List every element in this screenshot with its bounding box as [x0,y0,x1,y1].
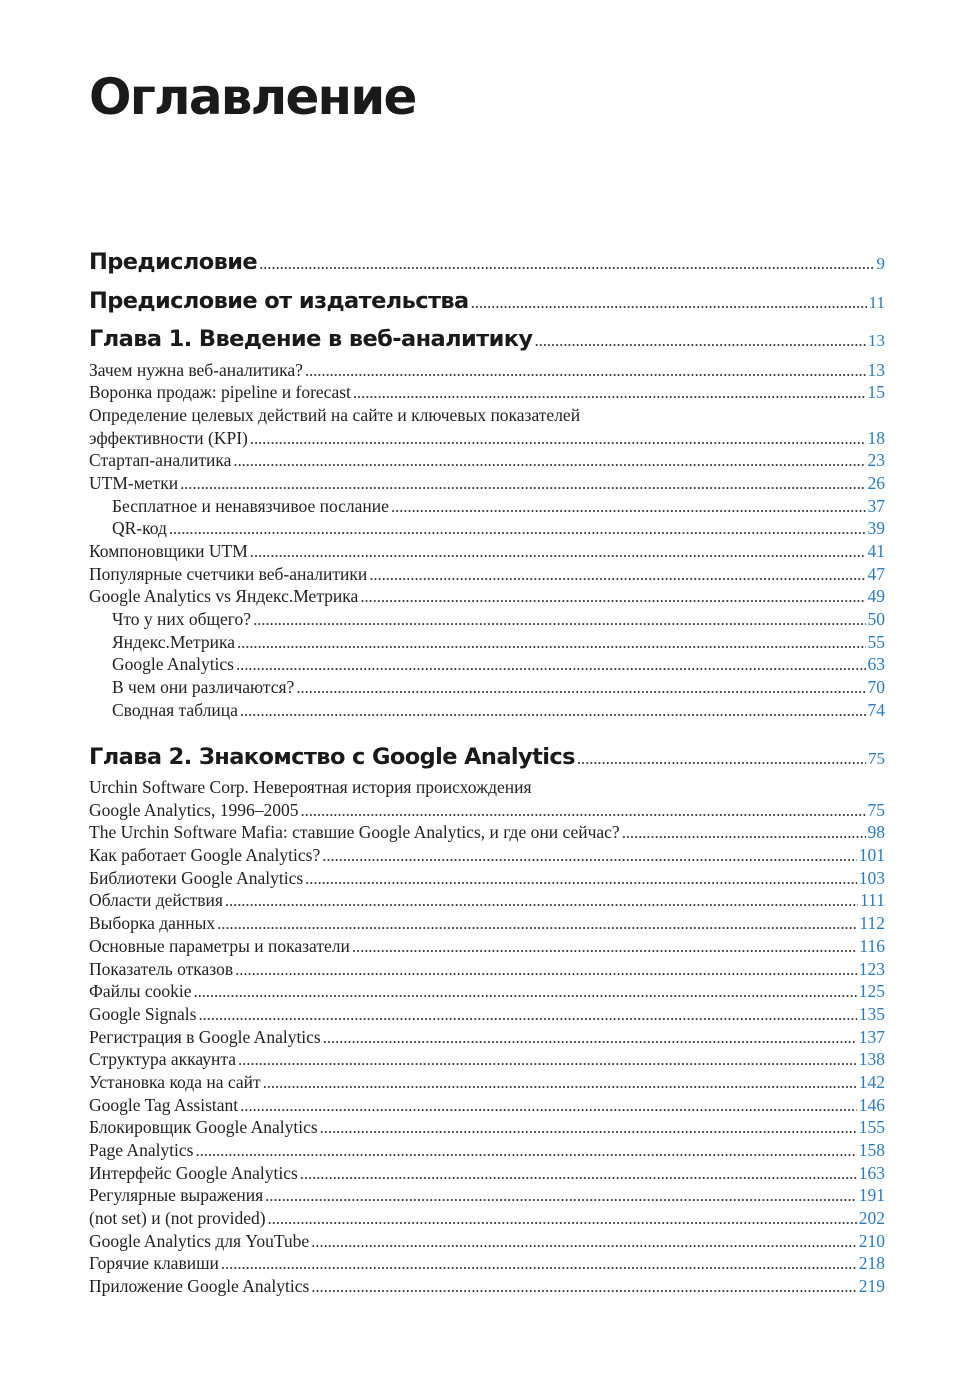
dot-leader [193,981,856,1004]
dot-leader [236,654,866,677]
toc-page-number[interactable]: 219 [858,1276,885,1297]
toc-entry-label: Google Signals [89,1003,197,1024]
dot-leader [240,1095,857,1118]
dot-leader [225,890,858,913]
dot-leader [360,586,865,609]
toc-entry-label: Сводная таблица [112,699,238,720]
toc-entry[interactable] [89,1275,885,1298]
toc-page-number[interactable]: 70 [867,677,885,698]
toc-entry[interactable] [89,980,885,1003]
toc-heading-label: Глава 1. Введение в веб-аналитику [89,326,533,352]
dot-leader [301,800,866,823]
toc-subentry[interactable] [89,653,885,676]
toc-entry-label: Структура аккаунта [89,1049,237,1070]
toc-subentry[interactable] [89,608,885,631]
toc-entry[interactable] [89,958,885,981]
dot-leader [323,1027,857,1050]
toc-entry[interactable] [89,889,885,912]
dot-leader [577,749,866,769]
dot-leader [471,293,867,313]
dot-leader [263,1072,857,1095]
toc-entry-label: Установка кода на сайт [89,1071,261,1092]
toc-entry-label: Google Analytics для YouTube [89,1230,310,1251]
dot-leader [238,1049,857,1072]
toc-heading-chapter-2[interactable] [89,738,885,777]
dot-leader [237,632,866,655]
toc-page-number[interactable]: 158 [858,1140,885,1160]
toc-page-number[interactable]: 13 [868,331,885,350]
dot-leader [221,1253,857,1276]
toc-entry-label: Регулярные выражения [89,1185,264,1206]
dot-leader [300,1163,857,1186]
toc-entry[interactable] [89,867,885,890]
toc-page-number[interactable]: 112 [859,913,885,934]
toc-page-number[interactable]: 9 [876,254,885,273]
toc-page-number[interactable]: 50 [867,609,885,630]
table-of-contents [89,243,885,1298]
toc-entry-label: Показатель отказов [89,958,234,979]
toc-page-number[interactable]: 138 [858,1049,885,1070]
toc-entry[interactable] [89,1207,885,1230]
toc-entry[interactable] [89,563,885,586]
toc-page-number[interactable]: 47 [867,563,885,584]
toc-page-number[interactable]: 101 [858,845,885,866]
toc-entry-label: Библиотеки Google Analytics [89,867,304,888]
toc-page-number[interactable]: 155 [858,1117,885,1138]
toc-entry-label: Google Analytics, 1996–2005 [89,799,299,820]
toc-page-number[interactable]: 123 [858,958,885,979]
dot-leader [250,428,866,451]
toc-subentry[interactable] [89,495,885,518]
dot-leader [265,1185,857,1208]
toc-entry[interactable] [89,540,885,563]
toc-entry-label: QR-код [112,518,167,539]
toc-entry-label: Приложение Google Analytics [89,1276,310,1297]
toc-entry[interactable] [89,1026,885,1049]
toc-entry-label: Как работает Google Analytics? [89,845,321,866]
toc-entry[interactable] [89,1230,885,1253]
toc-heading-chapter-1[interactable] [89,320,885,359]
toc-entry[interactable] [89,1116,885,1139]
toc-page-number[interactable]: 63 [867,654,885,675]
toc-entry[interactable] [89,449,885,472]
toc-page-number[interactable]: 116 [859,935,885,956]
toc-entry-label: Google Tag Assistant [89,1094,239,1115]
toc-heading-label: Глава 2. Знакомство с Google Analytics [89,743,575,770]
toc-page-number[interactable]: 37 [867,495,885,516]
toc-entry[interactable] [89,1071,885,1094]
dot-leader [353,382,866,405]
toc-entry-label: Что у них общего? [112,609,252,630]
toc-entry-label: Области действия [89,890,223,911]
toc-entry[interactable] [89,427,885,450]
dot-leader [240,700,866,723]
toc-entry[interactable] [89,799,885,822]
toc-page-number[interactable]: 142 [858,1071,885,1092]
toc-entry-label: UTM-метки [89,472,179,493]
dot-leader [622,822,866,845]
toc-entry-label: Регистрация в Google Analytics [89,1026,321,1047]
toc-page-number[interactable]: 210 [858,1230,885,1251]
toc-entry[interactable] [89,1162,885,1185]
toc-page-number[interactable]: 146 [858,1094,885,1115]
toc-entry[interactable] [89,1252,885,1275]
dot-leader [217,913,857,936]
toc-entry[interactable] [89,935,885,958]
dot-leader [535,331,867,351]
toc-page-number[interactable]: 11 [868,292,885,312]
toc-page-number[interactable]: 75 [867,799,885,820]
dot-leader [311,1276,856,1299]
dot-leader [233,450,865,473]
toc-entry[interactable] [89,821,885,844]
dot-leader [369,564,865,587]
toc-heading-label: Предисловие [89,249,258,275]
toc-entry-label: Стартап-аналитика [89,450,232,471]
toc-page-number[interactable]: 191 [858,1185,885,1206]
toc-entry[interactable] [89,1048,885,1071]
toc-entry-label: Компоновщики UTM [89,541,248,561]
toc-page-number[interactable]: 23 [867,450,885,471]
toc-entry-label: Бесплатное и ненавязчивое послание [112,495,389,516]
toc-entry-label: Интерфейс Google Analytics [89,1162,298,1183]
toc-entry-label: Page Analytics [89,1140,194,1160]
toc-entry-label: Зачем нужна веб-аналитика? [89,359,303,380]
toc-entry[interactable] [89,912,885,935]
toc-subentry[interactable] [89,676,885,699]
toc-entry-label: Популярные счетчики веб-аналитики [89,563,368,584]
toc-entry-label: Блокировщик Google Analytics [89,1117,318,1138]
dot-leader [250,541,866,564]
dot-leader [259,254,874,274]
toc-page-number[interactable]: 55 [867,631,885,652]
dot-leader [268,1208,857,1231]
toc-entry[interactable] [89,1094,885,1117]
dot-leader [198,1004,856,1027]
toc-subentry[interactable] [89,631,885,654]
dot-leader [253,609,865,632]
dot-leader [305,868,857,891]
toc-entry-label-line1: Urchin Software Corp. Невероятная история происхождения [89,777,532,797]
toc-page-number[interactable]: 74 [867,699,885,720]
dot-leader [305,360,866,383]
toc-page-number[interactable]: 75 [868,748,885,768]
toc-page-number[interactable]: 163 [858,1162,885,1183]
dot-leader [169,518,866,541]
dot-leader [180,473,865,496]
toc-entry[interactable] [89,1184,885,1207]
toc-heading-publisher-preface[interactable] [89,282,885,321]
toc-page-number[interactable]: 202 [858,1208,885,1229]
toc-entry-label: Горячие клавиши [89,1253,219,1274]
dot-leader [196,1140,857,1163]
toc-page-number[interactable]: 15 [867,382,885,403]
toc-entry[interactable] [89,472,885,495]
toc-page-number[interactable]: 26 [867,472,885,493]
toc-heading-label: Предисловие от издательства [89,287,469,314]
dot-leader [322,845,857,868]
toc-entry[interactable] [89,1139,885,1162]
dot-leader [352,936,858,959]
section-gap [89,722,885,738]
toc-entry-label: Яндекс.Метрика [112,631,235,652]
toc-subentry[interactable] [89,699,885,722]
toc-page-number[interactable]: 111 [860,890,885,911]
toc-page-number[interactable]: 137 [858,1026,885,1047]
dot-leader [320,1117,857,1140]
toc-entry[interactable] [89,844,885,867]
toc-page-number[interactable]: 39 [867,518,885,539]
toc-entry-label: Основные параметры и показатели [89,935,350,956]
toc-entry-label: эффективности (KPI) [89,427,248,448]
page-title: Оглавление [89,68,416,126]
toc-entry-label: В чем они различаются? [112,677,295,698]
toc-page-number[interactable]: 41 [867,541,885,561]
toc-page-number[interactable]: 18 [867,427,885,448]
toc-entry-label: Файлы cookie [89,981,192,1002]
toc-entry-label: Google Analytics [112,654,234,675]
toc-entry[interactable] [89,381,885,404]
dot-leader [296,677,865,700]
dot-leader [235,959,857,982]
toc-entry[interactable] [89,1003,885,1026]
toc-page-number[interactable]: 98 [867,822,885,843]
toc-entry-label: (not set) и (not provided) [89,1208,266,1229]
toc-heading-preface[interactable] [89,243,885,282]
toc-entry-label: Google Analytics vs Яндекс.Метрика [89,586,359,607]
toc-page-number[interactable]: 135 [858,1003,885,1024]
toc-entry[interactable] [89,585,885,608]
toc-entry[interactable] [89,359,885,382]
toc-entry-label: Воронка продаж: pipeline и forecast [89,382,351,403]
toc-entry-label-line1: Определение целевых действий на сайте и ключевых показателей [89,404,581,425]
toc-entry-label: The Urchin Software Mafia: ставшие Google Analytics, и где они сейчас? [89,822,620,843]
dot-leader [391,496,866,519]
toc-page-number[interactable]: 13 [867,359,885,380]
toc-subentry[interactable] [89,517,885,540]
toc-entry-label: Выборка данных [89,913,216,934]
toc-page-number[interactable]: 218 [858,1253,885,1274]
toc-page-number[interactable]: 49 [867,586,885,607]
toc-page-number[interactable]: 125 [858,981,885,1002]
dot-leader [311,1231,857,1254]
toc-page-number[interactable]: 103 [858,867,885,888]
